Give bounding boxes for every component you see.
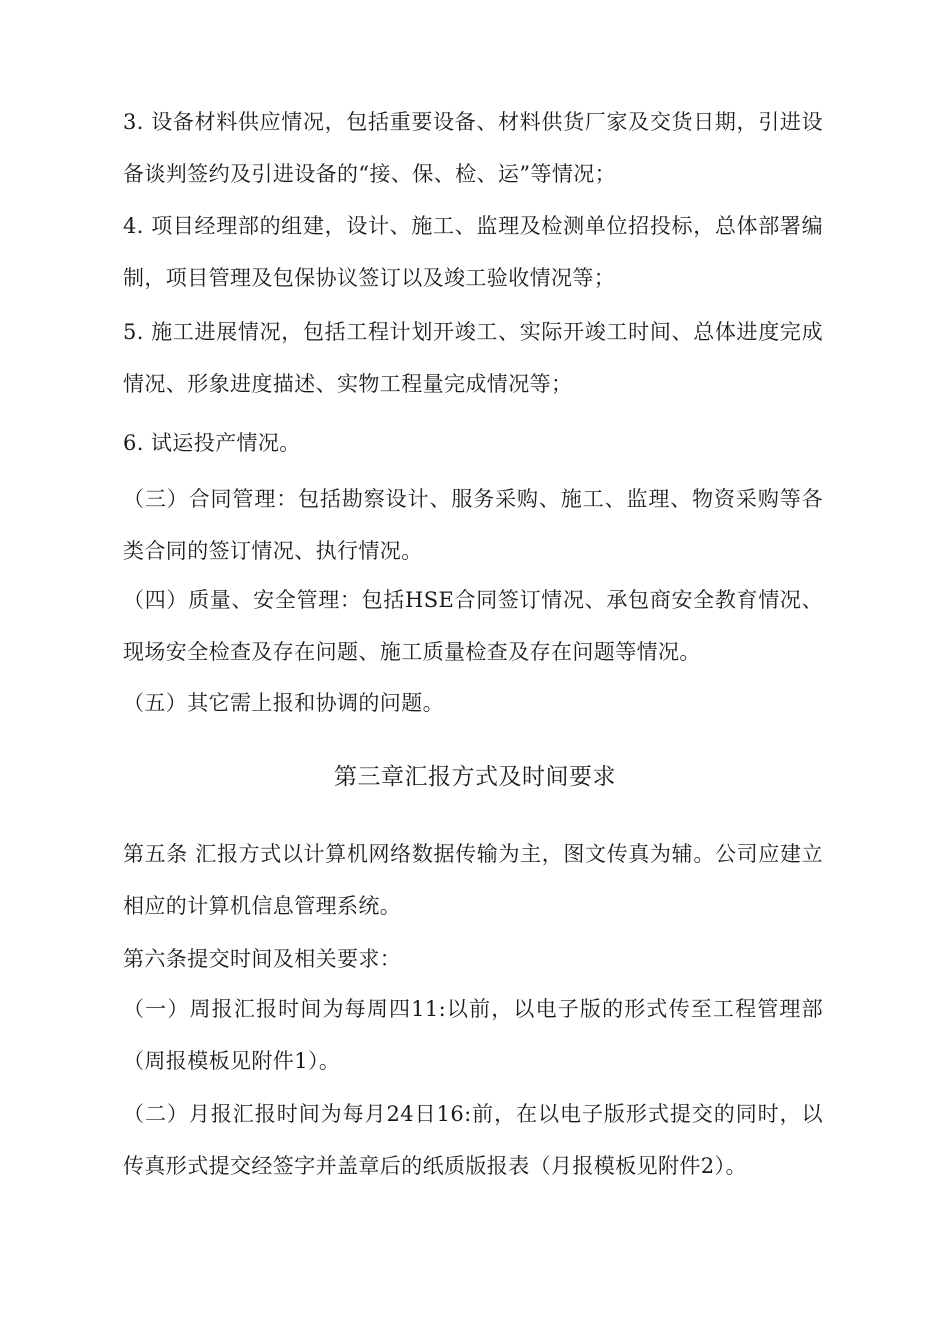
paragraph-section-5: （五）其它需上报和协调的问题。 [123, 691, 444, 715]
paragraph-item-6: 6. 试运投产情况。 [123, 431, 301, 455]
paragraph-section-4: （四）质量、安全管理：包括HSE合同签订情况、承包商安全教育情况、现场安全检查及存在问题、施工质量检查及存在问题等情况。 [123, 588, 823, 664]
paragraph-item-3: 3. 设备材料供应情况，包括重要设备、材料供货厂家及交货日期，引进设备谈判签约及引进设备的“接、保、检、运”等情况； [123, 110, 823, 186]
paragraph-item-4: 4. 项目经理部的组建，设计、施工、监理及检测单位招投标，总体部署编制，项目管理及包保协议签订以及竣工验收情况等； [123, 214, 823, 290]
paragraph-article-6: 第六条提交时间及相关要求： [123, 947, 402, 971]
paragraph-article-5: 第五条 汇报方式以计算机网络数据传输为主，图文传真为辅。公司应建立相应的计算机信息管理系统。 [123, 842, 823, 918]
paragraph-weekly-report: （一）周报汇报时间为每周四11:以前，以电子版的形式传至工程管理部（周报模板见附件1）。 [123, 997, 823, 1073]
chapter-title: 第三章汇报方式及时间要求 [334, 764, 616, 790]
paragraph-section-3: （三）合同管理：包括勘察设计、服务采购、施工、监理、物资采购等各类合同的签订情况、执行情况。 [123, 487, 823, 563]
paragraph-monthly-report: （二）月报汇报时间为每月24日16:前，在以电子版形式提交的同时，以传真形式提交经签字并盖章后的纸质版报表（月报模板见附件2）。 [123, 1102, 823, 1178]
paragraph-item-5: 5. 施工进展情况，包括工程计划开竣工、实际开竣工时间、总体进度完成情况、形象进度描述、实物工程量完成情况等； [123, 320, 823, 396]
